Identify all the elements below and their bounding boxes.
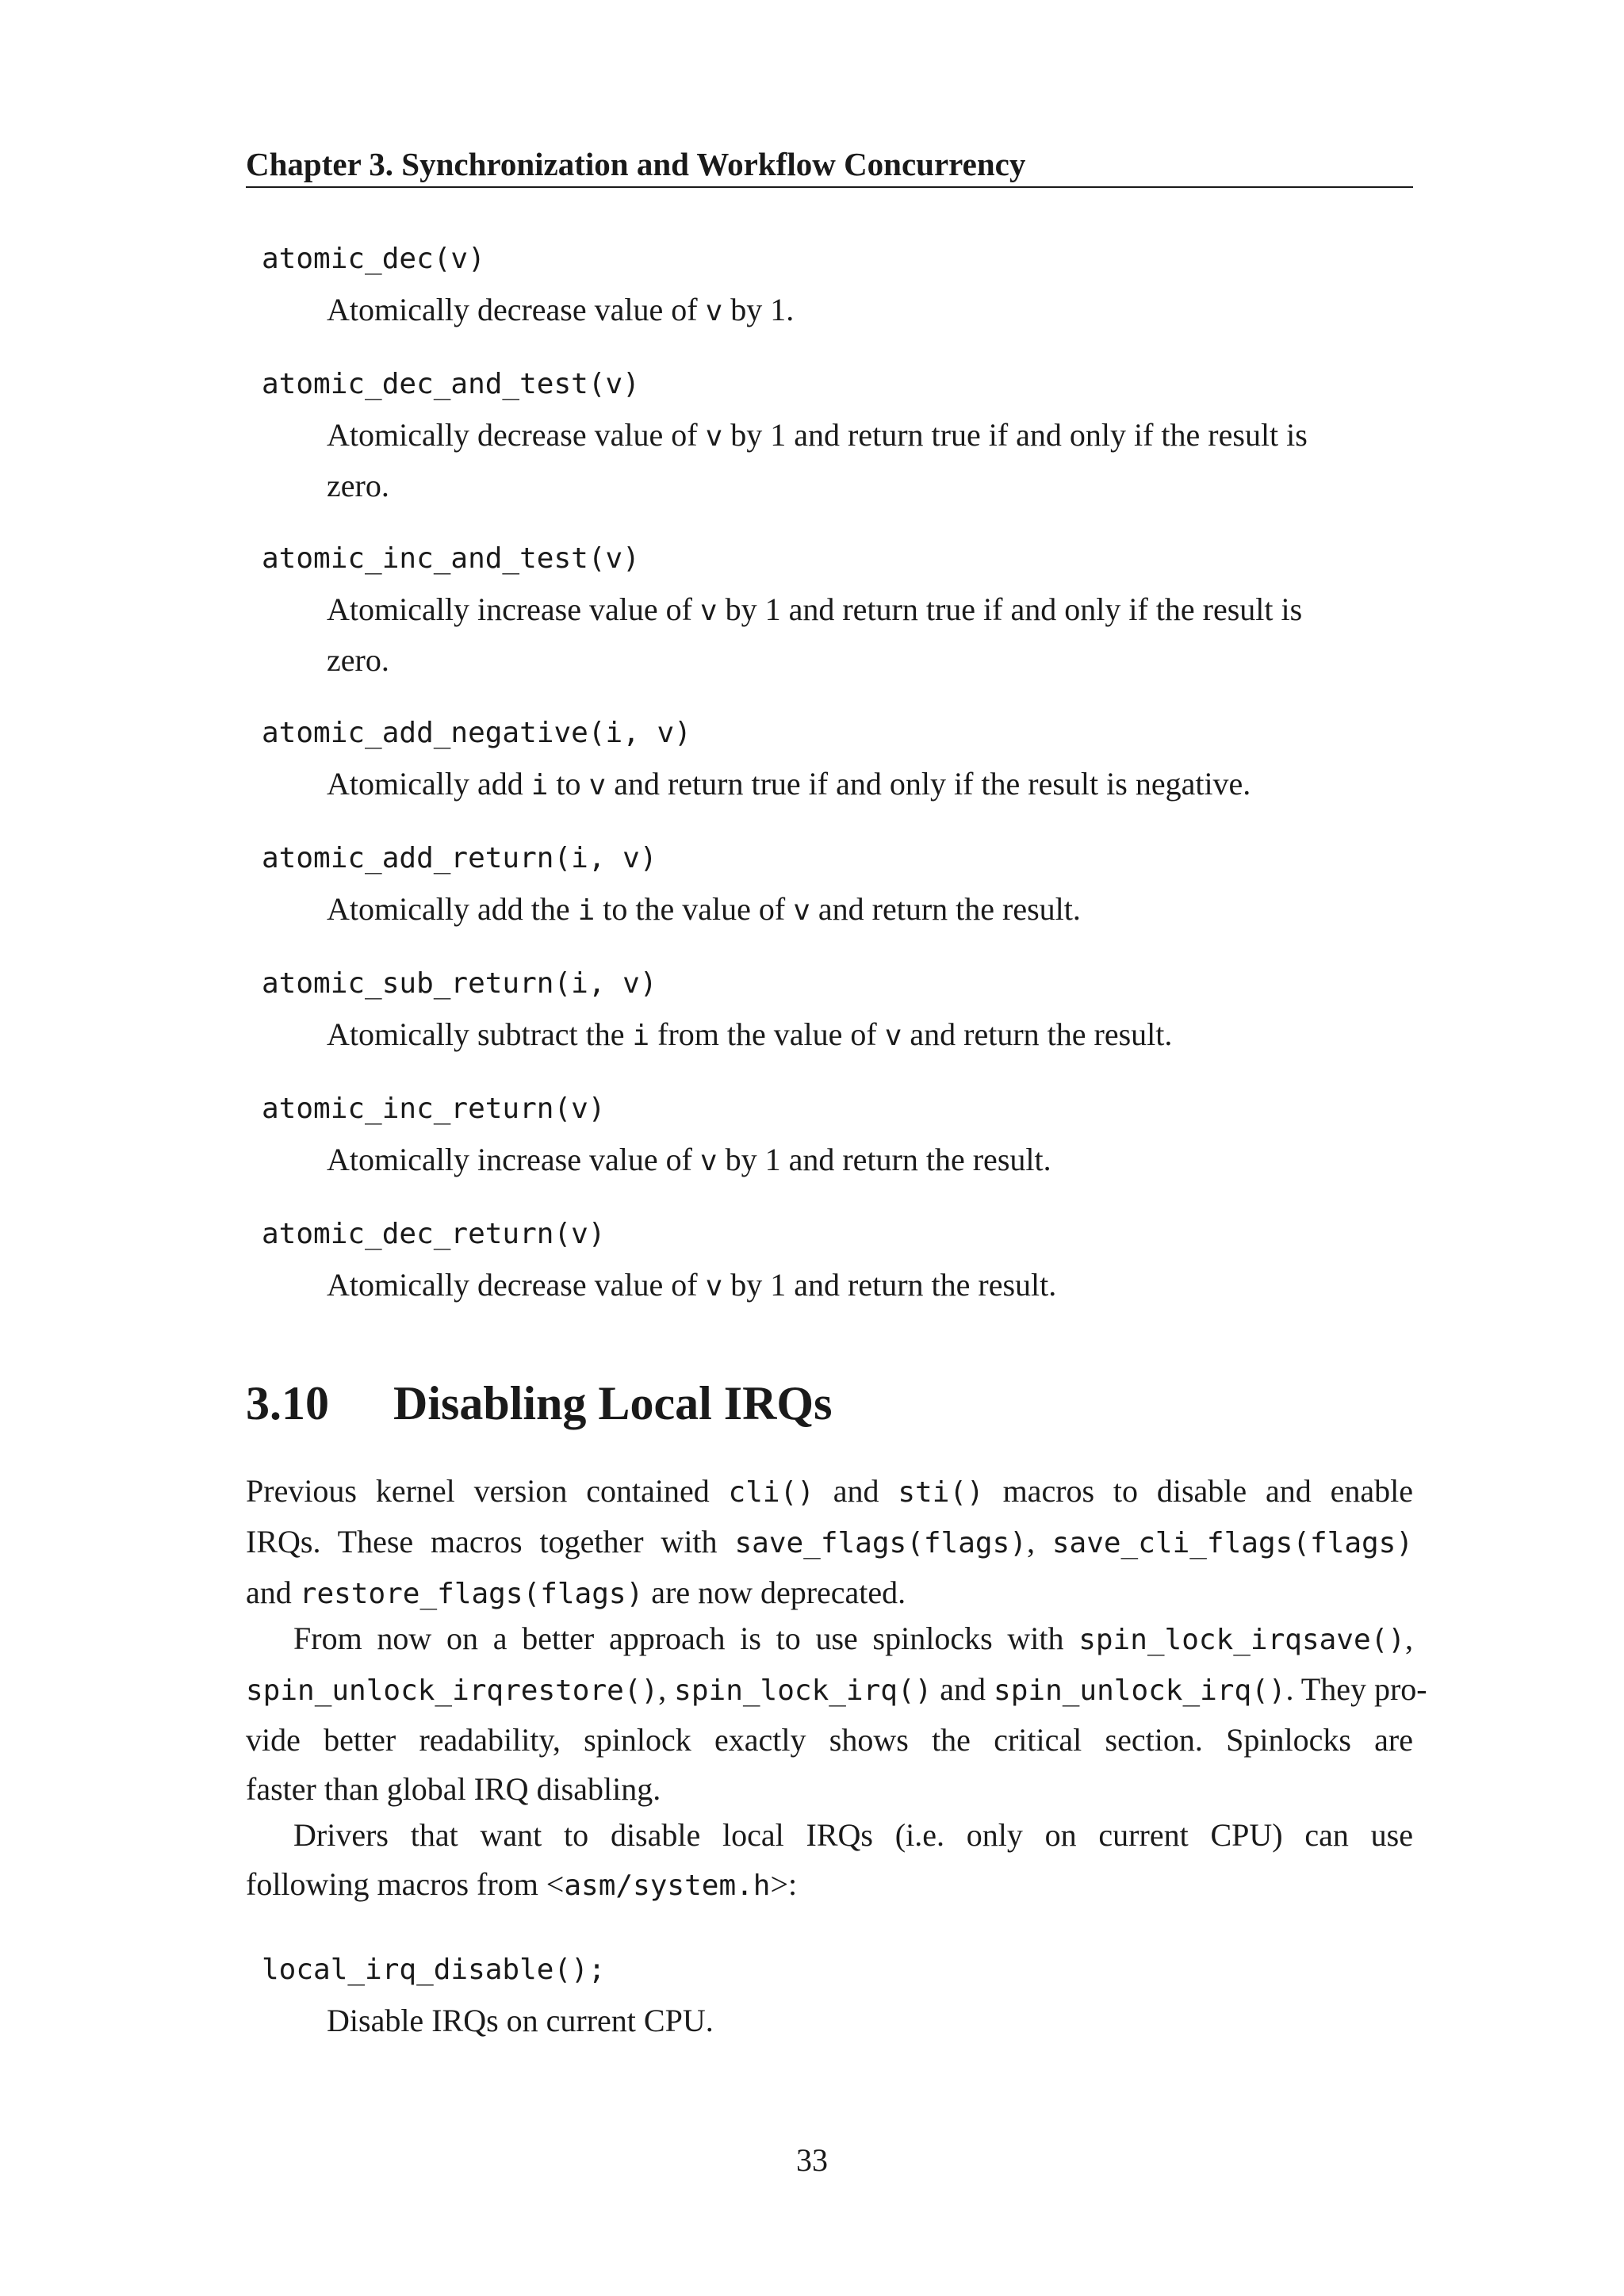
inline-code: v	[699, 1145, 718, 1177]
inline-code: spin_unlock_irq()	[994, 1674, 1286, 1707]
function-signature: atomic_inc_and_test(v)	[262, 542, 640, 575]
inline-code: spin_unlock_irqrestore()	[246, 1674, 659, 1707]
function-signature: atomic_inc_return(v)	[262, 1093, 606, 1125]
description-line: Atomically add i to v and return true if and only if the result is negative.	[327, 766, 1251, 802]
inline-code: v	[699, 595, 718, 627]
paragraph-line: vide better readability, spinlock exactly shows the critical section. Spinlocks are	[246, 1722, 1413, 1758]
inline-code: i	[530, 769, 549, 802]
description-line: Atomically decrease value of v by 1 and return true if and only if the result is	[327, 417, 1308, 453]
body-paragraph	[246, 1811, 1413, 1911]
paragraph-line: and restore_flags(flags) are now deprecated.	[246, 1575, 906, 1610]
inline-code: spin_lock_irqsave()	[1078, 1624, 1405, 1656]
definition-entry	[246, 365, 1413, 511]
section-title: Disabling Local IRQs	[393, 1377, 833, 1429]
inline-code: save_cli_flags(flags)	[1051, 1527, 1414, 1559]
definition-entry	[246, 964, 1413, 1061]
inline-code: save_flags(flags)	[734, 1527, 1027, 1559]
paragraph-line: IRQs. These macros together with save_flags(flags), save_cli_flags(flags)	[246, 1524, 1414, 1559]
definition-entry	[246, 239, 1413, 336]
description-line: Atomically subtract the i from the value of v and return the result.	[327, 1016, 1173, 1052]
inline-code: v	[705, 420, 723, 453]
paragraph-line: spin_unlock_irqrestore(), spin_lock_irq() and spin_unlock_irq(). They pro-	[246, 1671, 1427, 1707]
inline-code: i	[577, 894, 596, 927]
description-line: Atomically decrease value of v by 1 and return the result.	[327, 1267, 1057, 1303]
description-line: zero.	[327, 468, 389, 503]
function-description	[246, 1010, 1413, 1061]
inline-code: i	[632, 1020, 650, 1052]
function-signature: atomic_dec_and_test(v)	[262, 368, 640, 400]
inline-code: v	[705, 1270, 723, 1303]
function-signature: atomic_add_negative(i, v)	[262, 717, 691, 749]
definition-entry	[246, 839, 1413, 936]
function-description	[246, 760, 1413, 810]
definition-entry	[246, 1950, 1413, 2045]
paragraph-line: Previous kernel version contained cli() and sti() macros to disable and enable	[246, 1473, 1413, 1509]
definition-entry	[246, 714, 1413, 810]
function-description	[246, 1996, 1413, 2045]
paragraph-line: following macros from <asm/system.h>:	[246, 1866, 798, 1902]
body-paragraph	[246, 1614, 1427, 1814]
function-description	[246, 885, 1413, 936]
inline-code: v	[705, 295, 723, 327]
inline-code: restore_flags(flags)	[299, 1578, 644, 1610]
paragraph-line: faster than global IRQ disabling.	[246, 1771, 661, 1807]
inline-code: v	[884, 1020, 902, 1052]
function-signature: atomic_dec_return(v)	[262, 1218, 606, 1250]
function-description	[246, 585, 1413, 685]
description-line: zero.	[327, 642, 389, 678]
description-line: Disable IRQs on current CPU.	[327, 2003, 714, 2038]
function-signature: local_irq_disable();	[262, 1954, 606, 1986]
inline-code: v	[588, 769, 607, 802]
description-line: Atomically increase value of v by 1 and return the result.	[327, 1142, 1051, 1177]
definition-entry	[246, 1215, 1413, 1311]
page-number: 33	[796, 2142, 828, 2178]
running-head: Chapter 3. Synchronization and Workflow Concurrency	[246, 146, 1026, 182]
inline-code: asm/system.h	[564, 1869, 771, 1902]
function-description	[246, 1135, 1413, 1186]
description-line: Atomically decrease value of v by 1.	[327, 292, 795, 327]
function-description	[246, 1261, 1413, 1311]
inline-code: cli()	[728, 1476, 814, 1509]
function-signature: atomic_dec(v)	[262, 243, 485, 275]
function-signature: atomic_sub_return(i, v)	[262, 967, 657, 1000]
section-number: 3.10	[246, 1377, 329, 1429]
function-signature: atomic_add_return(i, v)	[262, 842, 657, 874]
body-paragraph	[246, 1467, 1413, 1619]
function-description	[246, 285, 1413, 336]
paragraph-line: Drivers that want to disable local IRQs (i.e. only on current CPU) can use	[293, 1817, 1413, 1853]
definition-entry	[246, 1089, 1413, 1186]
section-heading	[246, 1373, 1413, 1433]
paragraph-line: From now on a better approach is to use spinlocks with spin_lock_irqsave(),	[293, 1621, 1413, 1656]
description-line: Atomically add the i to the value of v and return the result.	[327, 891, 1081, 927]
inline-code: v	[793, 894, 810, 927]
header-rule	[246, 186, 1413, 188]
function-description	[246, 411, 1413, 511]
inline-code: sti()	[898, 1476, 984, 1509]
description-line: Atomically increase value of v by 1 and return true if and only if the result is	[327, 591, 1303, 627]
definition-entry	[246, 539, 1413, 685]
inline-code: spin_lock_irq()	[674, 1674, 933, 1707]
